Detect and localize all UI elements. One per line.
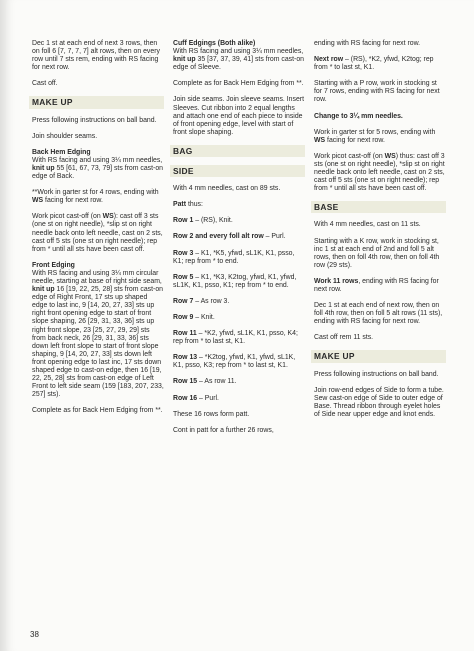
row-label: Row 5	[173, 273, 194, 281]
row-text: – Knit.	[195, 313, 215, 321]
text: thus:	[187, 201, 203, 209]
paragraph: Complete as for Back Hem Edging from **.	[32, 407, 163, 415]
paragraph: With 4 mm needles, cast on 11 sts.	[314, 221, 421, 229]
row-label: Row 16	[173, 394, 198, 402]
pattern-row	[173, 217, 305, 225]
paragraph: These 16 rows form patt.	[173, 410, 250, 418]
cuff-edgings	[173, 40, 305, 72]
row-label: Row 9	[173, 313, 194, 321]
row-text: – As row 11.	[199, 378, 237, 386]
text: , ending with RS facing for next row.	[314, 277, 439, 293]
row-text: – Purl.	[265, 233, 286, 241]
section-heading-side: SIDE	[170, 165, 305, 177]
bold-text: knit up	[173, 56, 196, 64]
pattern-row	[173, 233, 305, 241]
section-heading-make-up: MAKE UP	[29, 96, 164, 108]
text: facing for next row.	[45, 197, 103, 205]
subheading-back-hem-edging: Back Hem Edging	[32, 148, 91, 156]
bold-text: WS	[384, 152, 396, 160]
pattern-row	[173, 314, 305, 322]
row-label: Row 2 and every foll alt row	[173, 233, 264, 241]
row-text: – *K2tog, yfwd, K1, yfwd, sL1K, K1, psso, K3; rep from * to last st, K1.	[173, 354, 296, 370]
paragraph	[314, 278, 446, 294]
paragraph: Join row-end edges of Side to form a tube. Sew cast-on edge of Side to outer edge of Base. Thread ribbon through eyelet holes of Side near upper edge and knot ends.	[314, 386, 444, 418]
page-number: 38	[30, 630, 39, 639]
bold-text: WS	[314, 136, 326, 144]
text: Work in garter st for 5 rows, ending with	[314, 128, 436, 136]
row-text: – K1, *K3, K2tog, yfwd, K1, yfwd, sL1K, K1, psso, K1; rep from * to end.	[173, 273, 297, 289]
row-label: Row 7	[173, 297, 194, 305]
paragraph: Press following instructions on ball band.	[314, 370, 439, 378]
paragraph: Join shoulder seams.	[32, 132, 98, 140]
pattern-row	[173, 250, 305, 266]
text: – (RS), *K2, yfwd, K2tog; rep from * to last st, K1.	[314, 56, 434, 72]
paragraph	[314, 153, 446, 193]
column-1	[32, 40, 164, 423]
pattern-row	[173, 395, 305, 403]
paragraph	[314, 129, 446, 145]
paragraph: Join side seams. Join sleeve seams. Insert Sleeves. Cut ribbon into 2 equal lengths and attach one end of each piece to inside of front opening edge, level with start of front slope shaping.	[173, 96, 304, 136]
paragraph: Press following instructions on ball band.	[32, 116, 157, 124]
paragraph: Starting with a K row, work in stocking st, inc 1 st at each end of 2nd and foll 5 alt rows, then on foll 4th row, then on foll 4th row (29 sts).	[314, 237, 440, 269]
paragraph: Cont in patt for a further 26 rows,	[173, 426, 274, 434]
subheading-front-edging: Front Edging	[32, 261, 75, 269]
row-label: Row 11	[173, 330, 197, 338]
text: facing for next row.	[327, 136, 385, 144]
text: **Work in garter st for 4 rows, ending with	[32, 189, 159, 197]
text: With RS facing and using 3¼ mm needles,	[173, 48, 304, 56]
pattern-row	[173, 274, 305, 290]
pattern-row	[173, 354, 305, 370]
bold-text: Patt	[173, 201, 187, 209]
paragraph: Dec 1 st at each end of next row, then on foll 4th row, then on foll 5 alt rows (11 sts), ending with RS facing for next row.	[314, 302, 443, 326]
paragraph: With 4 mm needles, cast on 89 sts.	[173, 185, 281, 193]
bold-text: knit up	[32, 164, 55, 172]
pattern-rows	[173, 217, 305, 402]
column-2	[173, 40, 305, 443]
paragraph	[32, 213, 164, 253]
back-hem-edging	[32, 149, 164, 181]
text: ) thus: cast off 3 sts (one st on right needle), *slip st on right needle back onto left needle, cast on 2 sts, cast off 5 sts (one st on right needle); rep from * until all sts have been cast off.	[314, 152, 445, 193]
row-text: – (RS), Knit.	[195, 217, 233, 225]
row-label: Row 1	[173, 217, 194, 225]
pattern-row	[173, 378, 305, 386]
bold-text: knit up	[32, 286, 55, 294]
pattern-row	[173, 298, 305, 306]
paragraph: ending with RS facing for next row.	[314, 40, 421, 47]
column-3	[314, 40, 446, 427]
row-text: – Purl.	[199, 394, 219, 402]
text: Work picot cast-off (on	[32, 213, 101, 221]
paragraph: Dec 1 st at each end of next 3 rows, then on foll 6 [7, 7, 7, 7] alt rows, then on every row until 7 sts rem, ending with RS facing for next row.	[32, 40, 160, 72]
row-text: – K1, *K5, yfwd, sL1K, K1, psso, K1; rep from * to end.	[173, 249, 295, 265]
bold-text: WS	[32, 197, 44, 205]
text: 35 [37, 37, 39, 41] sts from cast-on edge of Sleeve.	[173, 56, 304, 72]
text: Work picot cast-off (on	[314, 152, 383, 160]
front-edging	[32, 262, 164, 400]
paragraph-change-needles: Change to 3¼ mm needles.	[314, 112, 403, 120]
section-heading-bag: BAG	[170, 145, 305, 157]
row-label: Row 15	[173, 378, 198, 386]
row-label: Row 3	[173, 249, 194, 257]
bold-text: Next row	[314, 56, 344, 64]
row-text: – *K2, yfwd, sL1K, K1, psso, K4; rep from * to last st, K1.	[173, 330, 298, 346]
paragraph: Complete as for Back Hem Edging from **.	[173, 80, 304, 88]
text: 16 [19, 22, 25, 28] sts from cast-on edge of Right Front, 17 sts up shaped edge to last inc, 9 [14, 20, 27, 33] sts up right front opening edge to start of front slope shaping, 26 [29, 31, 33, 36] sts up right front slope, 23 [25, 27, 29, 29] sts from back neck, 26 [29, 31, 33, 36] sts down left front slope to start of front slope shaping, 9 [14, 20, 27, 33] sts down left front opening edge to last inc, 17 sts down shaped edge to cast-on edge, then 16 [19, 22, 25, 28] sts from cast-on edge of Left Front to left side seam (159 [183, 207, 233, 257] sts).	[32, 286, 164, 399]
row-label: Row 13	[173, 354, 198, 362]
subheading-cuff-edgings: Cuff Edgings (Both alike)	[173, 40, 256, 47]
text: ): cast off 3 sts (one st on right needle), *slip st on right needle back onto left needle, cast on 2 sts, cast off 5 sts (one st on right needle); rep from * until all sts have been cast off.	[32, 213, 163, 253]
paragraph	[32, 189, 164, 205]
bold-text: Work 11 rows	[314, 277, 359, 285]
paragraph: Starting with a P row, work in stocking st for 7 rows, ending with RS facing for next row.	[314, 80, 440, 104]
paragraph	[173, 201, 305, 209]
text: 55 [61, 67, 73, 79] sts from cast-on edge of Back.	[32, 164, 163, 181]
text: With RS facing and using 3¼ mm circular needle, starting at base of right side seam,	[32, 269, 162, 285]
pattern-row	[173, 330, 305, 346]
paragraph	[314, 56, 446, 72]
bold-text: WS	[102, 213, 114, 221]
section-heading-make-up: MAKE UP	[311, 350, 446, 362]
paragraph: Cast off.	[32, 80, 58, 88]
section-heading-base: BASE	[311, 201, 446, 213]
text: With RS facing and using 3¼ mm needles,	[32, 156, 163, 164]
row-text: – As row 3.	[195, 297, 230, 305]
paragraph: Cast off rem 11 sts.	[314, 334, 374, 342]
